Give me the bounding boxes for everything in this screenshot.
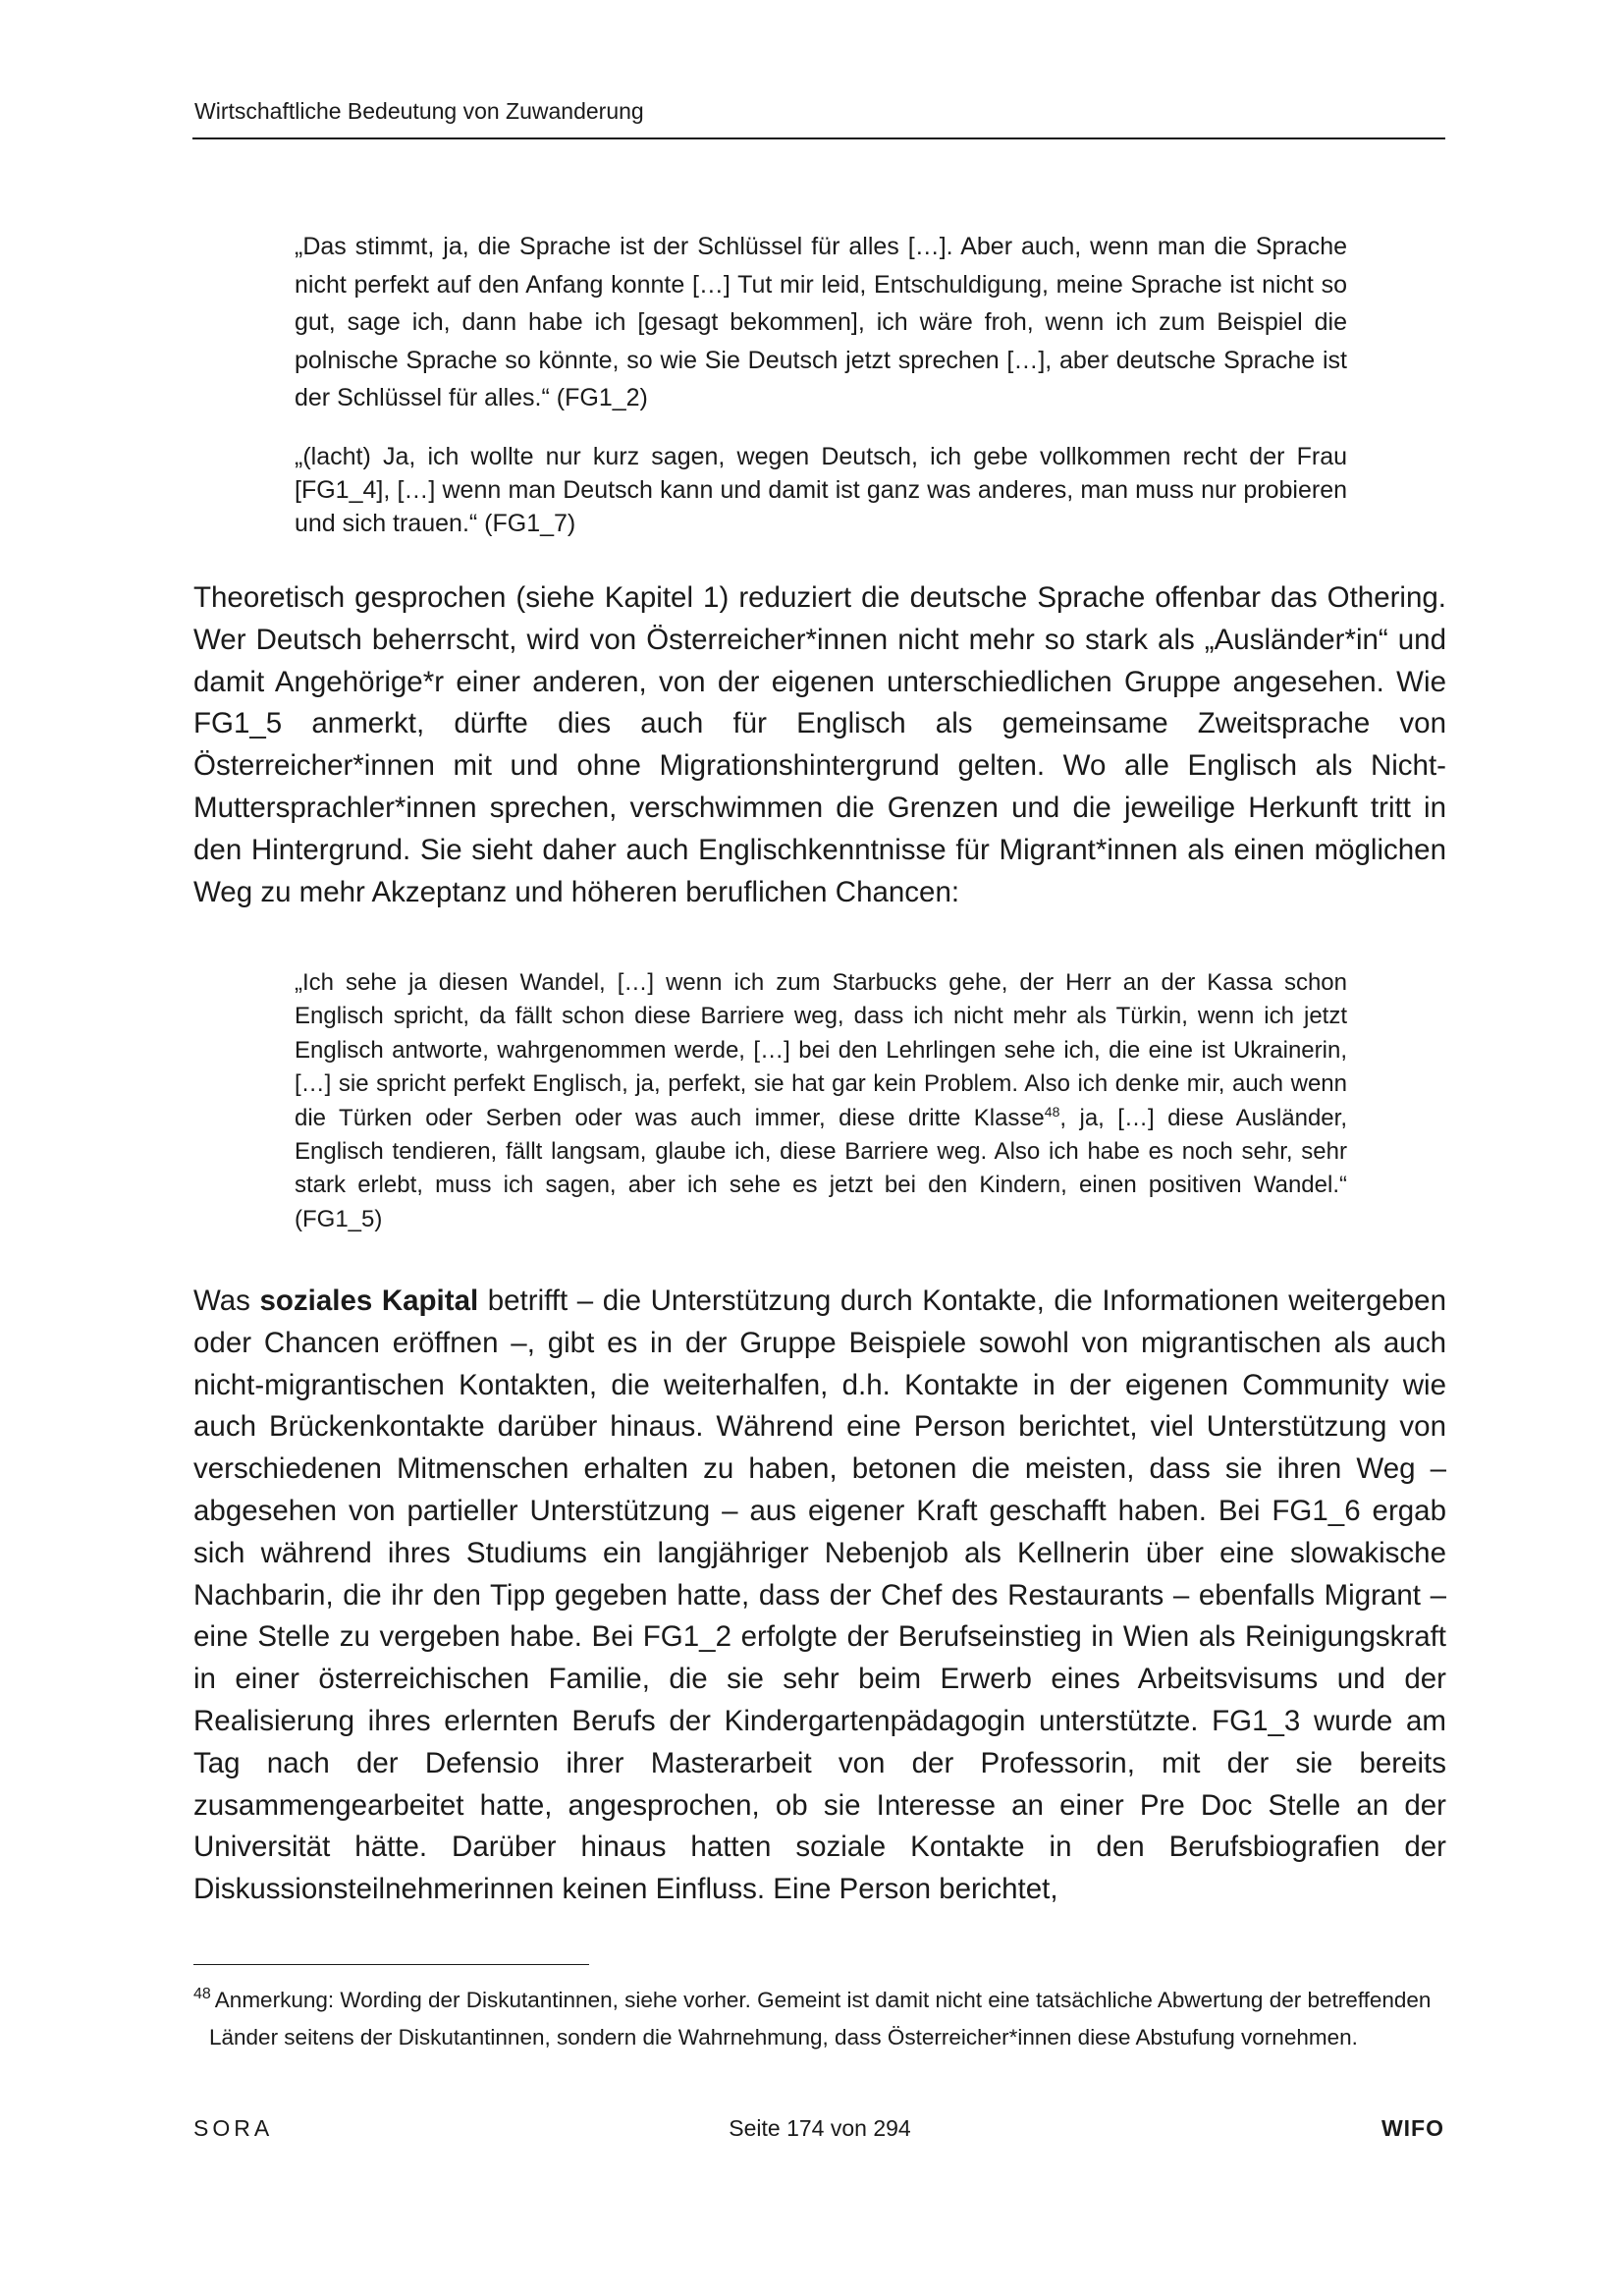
footnote-number: 48 — [193, 1986, 211, 2002]
footer-wifo-logo: WIFO — [1380, 2115, 1444, 2141]
block-quote-2: „(lacht) Ja, ich wollte nur kurz sagen, wegen Deutsch, ich gebe vollkommen recht der Frau [FG1_4], […] wenn man Deutsch kann und damit ist ganz was anderes, man muss nur probieren und sich trauen.“ (FG1_7) — [295, 443, 1347, 537]
quote-3-text-before: „Ich sehe ja diesen Wandel, […] wenn ich zum Starbucks gehe, der Herr an der Kassa schon Englisch spricht, da fällt schon diese Barriere weg, dass ich nicht mehr als Türkin, wenn ich jetzt Englisch antworte, wahrgenommen werde, […] bei den Lehrlingen sehe ich, die eine ist Ukrainerin, […] sie spricht perfekt Englisch, ja, perfekt, sie hat gar kein Problem. Also ich denke mir, auch wenn die Türken oder Serben oder was auch immer, diese dritte Klasse — [295, 969, 1347, 1131]
paragraph-2-text: betrifft – die Unterstützung durch Kontakte, die Informationen weitergeben oder Chancen eröffnen –, gibt es in der Gruppe Beispiele sowohl von migrantischen als auch nicht-migrantischen Kontakten, die weiterhalfen, d.h. Kontakte in der eigenen Community wie auch Brückenkontakte darüber hinaus. Während eine Person berichtet, viel Unterstützung von verschiedenen Mitmenschen erhalten zu haben, betonen die meisten, dass sie ihren Weg – abgesehen von partieller Unterstützung – aus eigener Kraft geschafft haben. Bei FG1_6 ergab sich während ihres Studiums ein langjähriger Nebenjob als Kellnerin über eine slowakische Nachbarin, die ihr den Tipp gegeben hatte, dass der Chef des Restaurants – ebenfalls Migrant – eine Stelle zu vergeben habe. Bei FG1_2 erfolgte der Berufseinstieg in Wien als Reinigungskraft in einer österreichischen Familie, die sie sehr beim Erwerb eines Arbeitsvisums und der Realisierung ihres erlernten Berufs der Kindergartenpädagogin unterstützte. FG1_3 wurde am Tag nach der Defensio ihrer Masterarbeit von der Professorin, mit der sie bereits zusammengearbeitet hatte, angesprochen, ob sie Interesse an einer Pre Doc Stelle an der Universität hätte. Darüber hinaus hatten soziale Kontakte in den Berufsbiografien der Diskussionsteilnehmerinnen keinen Einfluss. Eine Person berichtet, — [193, 1285, 1446, 1906]
footnote-separator — [193, 1964, 589, 1965]
running-title: Wirtschaftliche Bedeutung von Zuwanderung — [194, 98, 644, 124]
footnote-text: Anmerkung: Wording der Diskutantinnen, siehe vorher. Gemeint ist damit nicht eine tatsächliche Abwertung der betreffenden Länder seitens der Diskutantinnen, sondern die Wahrnehmung, dass Österreicher*innen diese Abstufung vornehmen. — [209, 1988, 1432, 2050]
body-paragraph-1: Theoretisch gesprochen (siehe Kapitel 1) reduziert die deutsche Sprache offenbar das Othering. Wer Deutsch beherrscht, wird von Österreicher*innen nicht mehr so stark als „Ausländer*in“ und damit Angehörige*r einer anderen, von der eigenen unterschiedlichen Gruppe angesehen. Wie FG1_5 anmerkt, dürfte dies auch für Englisch als gemeinsame Zweitsprache von Österreicher*innen mit und ohne Migrationshintergrund gelten. Wo alle Englisch als Nicht-Muttersprachler*innen sprechen, verschwimmen die Grenzen und die jeweilige Herkunft tritt in den Hintergrund. Sie sieht daher auch Englischkenntnisse für Migrant*innen als einen möglichen Weg zu mehr Akzeptanz und höheren beruflichen Chancen: — [193, 581, 1446, 908]
body-paragraph-2 — [193, 1281, 1446, 1911]
bold-term: soziales Kapital — [259, 1285, 479, 1317]
page-number: Seite 174 von 294 — [729, 2115, 911, 2141]
quote-3-text-after: , ja, […] diese Ausländer, Englisch tendieren, fällt langsam, glaube ich, diese Barriere weg. Also ich habe es noch sehr, sehr stark erlebt, muss ich sagen, aber ich sehe es jetzt bei den Kindern, einen positiven Wandel.“ (FG1_5) — [295, 1104, 1347, 1232]
paragraph-2-lead: Was — [193, 1285, 260, 1317]
footer-sora-logo: SORA — [193, 2115, 274, 2141]
block-quote-3 — [295, 966, 1347, 1236]
footnote — [193, 1984, 1446, 2054]
page-header — [192, 94, 1445, 139]
block-quote-1: „Das stimmt, ja, die Sprache ist der Schlüssel für alles […]. Aber auch, wenn man die Sprache nicht perfekt auf den Anfang konnte […] Tut mir leid, Entschuldigung, meine Sprache ist nicht so gut, sage ich, dann habe ich [gesagt bekommen], ich wäre froh, wenn ich zum Beispiel die polnische Sprache so könnte, so wie Sie Deutsch jetzt sprechen […], aber deutsche Sprache ist der Schlüssel für alles.“ (FG1_2) — [295, 233, 1347, 411]
footnote-reference: 48 — [1044, 1103, 1060, 1120]
page-footer — [193, 2115, 1446, 2155]
